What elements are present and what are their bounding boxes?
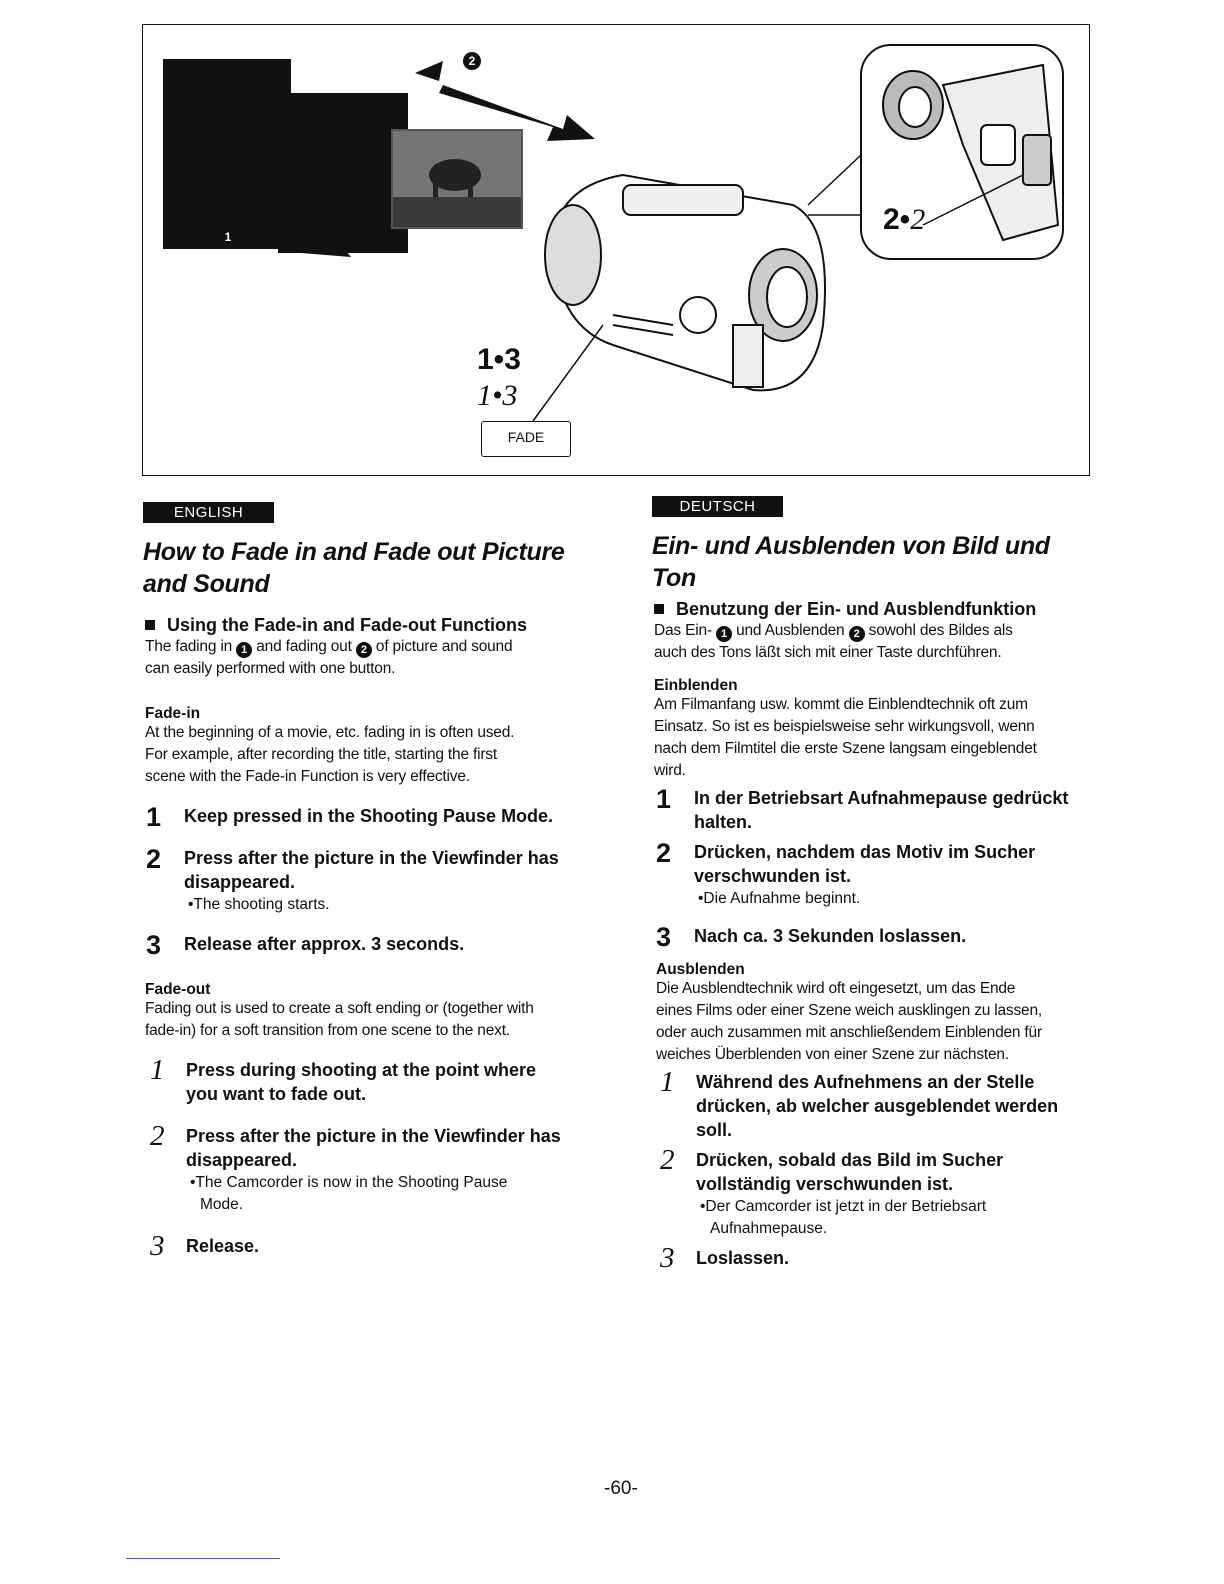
deutsch-fadeout-label: Ausblenden [656, 961, 745, 978]
marker-1: 1 [219, 225, 237, 246]
deutsch-fadeout-text: Die Ausblendtechnik wird oft eingesetzt, um das Ende eines Films oder einer Szene weich ausklingen zu lassen, oder auch zusammen mit anschließendem Einblenden für weiches Überblenden von einer Szene zur nächsten. [656, 980, 1042, 1063]
english-intro: The fading in 1 and fading out 2 of picture and sound can easily performed with one button. [145, 638, 513, 677]
step-label-22: 2•2 [883, 203, 926, 236]
english-fadeout-step-2: 2 Press after the picture in the Viewfinder has disappeared. •The Camcorder is now in the Shooting Pause Mode. [150, 1120, 561, 1213]
deutsch-fadein-label: Einblenden [654, 677, 738, 694]
deutsch-title: Ein- und Ausblenden von Bild und Ton [652, 532, 1050, 592]
english-fadein-text: At the beginning of a movie, etc. fading in is often used. For example, after recording the title, starting the first scene with the Fade-in Function is very effective. [145, 724, 515, 785]
english-subhead: Using the Fade-in and Fade-out Functions [145, 614, 527, 636]
deutsch-intro: Das Ein- 1 und Ausblenden 2 sowohl des Bildes als auch des Tons läßt sich mit einer Taste durchführen. [654, 622, 1013, 661]
camcorder-body [545, 175, 825, 390]
lang-badge-english: ENGLISH [143, 502, 274, 523]
deutsch-subhead: Benutzung der Ein- und Ausblendfunktion [654, 598, 1036, 620]
english-fadeout-step-1: 1 Press during shooting at the point where you want to fade out. [150, 1054, 537, 1104]
circled-2-icon: 2 [849, 626, 865, 642]
fade-button: FADE [481, 421, 571, 457]
step-label-13-italic: 1•3 [477, 379, 518, 412]
deutsch-fadein-step-2: 2 Drücken, nachdem das Motiv im Sucher verschwunden ist. •Die Aufnahme beginnt. [656, 838, 1036, 907]
english-fadein-step-1: 1 Keep pressed in the Shooting Pause Mode. [146, 802, 554, 832]
deutsch-fadein-step-3: 3 Nach ca. 3 Sekunden loslassen. [656, 922, 967, 952]
english-fadein-label: Fade-in [145, 705, 201, 722]
circled-1-icon: 1 [716, 626, 732, 642]
english-fadeout-label: Fade-out [145, 981, 211, 998]
square-bullet-icon [654, 604, 664, 614]
illustration-frame [142, 24, 1090, 476]
circled-1-icon: 1 [236, 642, 252, 658]
deutsch-fadein-text: Am Filmanfang usw. kommt die Einblendtechnik oft zum Einsatz. So ist es beispielsweise sehr wirkungsvoll, wenn nach dem Filmtitel die erste Szene langsam eingeblendet wird. [654, 696, 1037, 779]
page-number: -60- [604, 1478, 638, 1499]
deutsch-fadeout-step-1: 1 Während des Aufnehmens an der Stelle drücken, ab welcher ausgeblendet werden soll. [660, 1066, 1059, 1140]
footer-divider [126, 1558, 280, 1559]
english-fadein-step-2: 2 Press after the picture in the Viewfinder has disappeared. •The shooting starts. [146, 844, 559, 913]
camcorder-illustration [143, 25, 1090, 476]
english-fadeout-step-3: 3 Release. [150, 1230, 260, 1262]
deutsch-fadeout-step-3: 3 Loslassen. [660, 1242, 790, 1274]
english-fadeout-text: Fading out is used to create a soft ending or (together with fade-in) for a soft transition from one scene to the next. [145, 1000, 534, 1039]
marker-2: 2 [463, 49, 481, 70]
english-fadein-step-3: 3 Release after approx. 3 seconds. [146, 930, 465, 960]
step-label-13: 1•3 [477, 343, 521, 376]
square-bullet-icon [145, 620, 155, 630]
circled-2-icon: 2 [356, 642, 372, 658]
lang-badge-deutsch: DEUTSCH [652, 496, 783, 517]
deutsch-fadein-step-1: 1 In der Betriebsart Aufnahmepause gedrückt halten. [656, 784, 1069, 832]
deutsch-fadeout-step-2: 2 Drücken, sobald das Bild im Sucher vollständig verschwunden ist. •Der Camcorder ist jetzt in der Betriebsart Aufnahmepause. [660, 1144, 1004, 1237]
english-title: How to Fade in and Fade out Picture and Sound [143, 538, 565, 598]
